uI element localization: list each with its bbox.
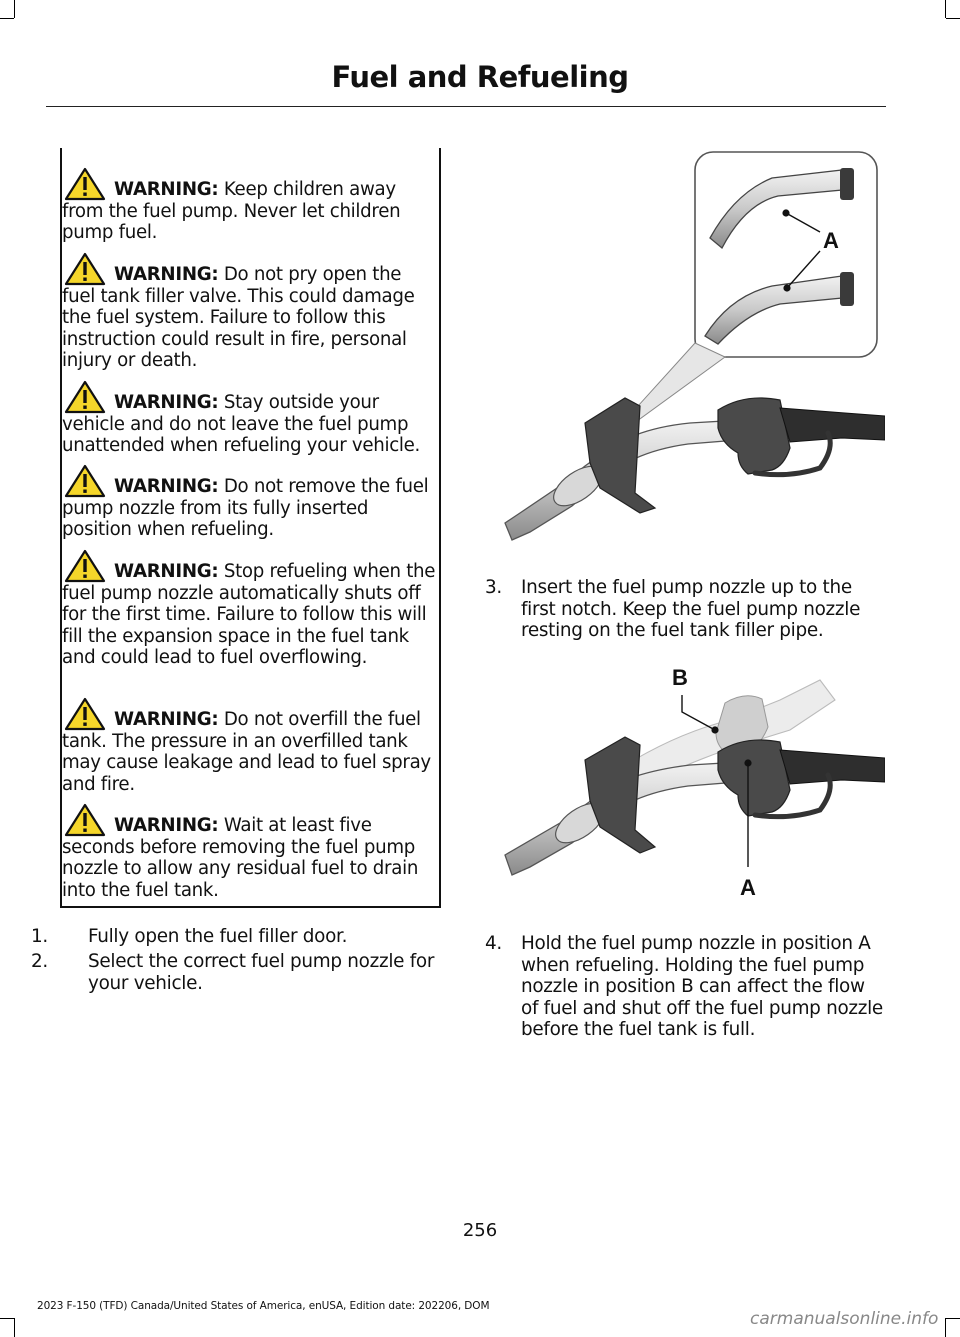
warning-label: WARNING: bbox=[114, 264, 219, 285]
crop-mark bbox=[0, 1318, 14, 1319]
warning-text: pump nozzle from its fully inserted position when refueling. bbox=[62, 497, 369, 541]
watermark: carmanualsonline.info bbox=[750, 1309, 939, 1329]
list-item bbox=[31, 951, 453, 994]
nozzle-notch-illustration bbox=[490, 148, 885, 548]
step-text: Fully open the fuel filler door. bbox=[88, 926, 348, 947]
warning-text: tank. The pressure in an overfilled tank may cause leakage and lead to fuel spray and fire. bbox=[62, 730, 431, 795]
warning-label: WARNING: bbox=[114, 815, 219, 836]
step-text: Select the correct fuel pump nozzle for your vehicle. bbox=[88, 951, 435, 994]
footer-edition: 2023 F-150 (TFD) Canada/United States of America, enUSA, Edition date: 202206, DOM bbox=[37, 1300, 490, 1312]
page-title: Fuel and Refueling bbox=[331, 60, 629, 94]
list-item bbox=[485, 577, 885, 642]
warning-item bbox=[62, 392, 438, 457]
page-number: 256 bbox=[462, 1220, 498, 1241]
callout-label-a: A bbox=[823, 228, 839, 253]
warning-item bbox=[62, 476, 438, 541]
list-item bbox=[485, 933, 885, 1041]
warning-text-lead: Keep children away bbox=[223, 179, 396, 200]
warning-triangle-icon bbox=[64, 252, 106, 286]
crop-mark bbox=[946, 1318, 960, 1319]
warning-triangle-icon bbox=[64, 803, 106, 837]
header-divider bbox=[46, 106, 886, 107]
step-text: Insert the fuel pump nozzle up to the first notch. Keep the fuel pump nozzle resting on the fuel tank filler pipe. bbox=[521, 577, 861, 642]
step-number: 3. bbox=[485, 577, 502, 598]
warning-label: WARNING: bbox=[114, 476, 219, 497]
crop-mark bbox=[945, 0, 946, 18]
warning-text: from the fuel pump. Never let children pump fuel. bbox=[62, 200, 401, 244]
warning-text-lead: Do not remove the fuel bbox=[223, 476, 429, 497]
crop-mark bbox=[14, 0, 15, 18]
step-number: 2. bbox=[31, 951, 48, 972]
warning-text-lead: Wait at least five bbox=[223, 815, 372, 836]
callout-label-b: B bbox=[672, 665, 688, 690]
warning-label: WARNING: bbox=[114, 392, 219, 413]
warning-item bbox=[62, 709, 438, 795]
list-item bbox=[31, 926, 441, 948]
warning-label: WARNING: bbox=[114, 561, 219, 582]
warning-item bbox=[62, 561, 438, 669]
callout-label-a: A bbox=[740, 875, 756, 900]
crop-mark bbox=[14, 1318, 15, 1337]
crop-mark bbox=[0, 18, 14, 19]
warning-label: WARNING: bbox=[114, 179, 219, 200]
step-text: Hold the fuel pump nozzle in position A when refueling. Holding the fuel pump nozzle in position B can affect the flow of fuel and shut off the fuel pump nozzle before the fuel tank is full. bbox=[521, 933, 883, 1041]
warning-triangle-icon bbox=[64, 549, 106, 583]
warning-text: seconds before removing the fuel pump nozzle to allow any residual fuel to drain into the fuel tank. bbox=[62, 836, 419, 901]
warning-text-lead: Do not pry open the bbox=[223, 264, 402, 285]
warning-text-lead: Stay outside your bbox=[223, 392, 379, 413]
warning-triangle-icon bbox=[64, 380, 106, 414]
warning-text: the fuel pump nozzle automatically shuts off for the first time. Failure to follow this will fill the expansion space in the fuel tank and could lead to fuel overflowing. bbox=[62, 561, 436, 669]
warning-item bbox=[62, 815, 438, 901]
step-number: 1. bbox=[31, 926, 48, 947]
warning-item bbox=[62, 179, 438, 244]
warning-item bbox=[62, 264, 438, 372]
warning-text-lead: Stop refueling when bbox=[223, 561, 401, 582]
nozzle-position-illustration bbox=[490, 655, 885, 905]
warning-text: vehicle and do not leave the fuel pump unattended when refueling your vehicle. bbox=[62, 413, 421, 457]
step-number: 4. bbox=[485, 933, 502, 954]
crop-mark bbox=[945, 1318, 946, 1337]
warning-text-lead: Do not overfill the fuel bbox=[223, 709, 421, 730]
warning-text: fuel tank filler valve. This could damage the fuel system. Failure to follow this instruction could result in fire, personal injury or death. bbox=[62, 285, 415, 372]
crop-mark bbox=[946, 18, 960, 19]
warning-triangle-icon bbox=[64, 167, 106, 201]
warning-triangle-icon bbox=[64, 697, 106, 731]
warning-label: WARNING: bbox=[114, 709, 219, 730]
warning-triangle-icon bbox=[64, 464, 106, 498]
